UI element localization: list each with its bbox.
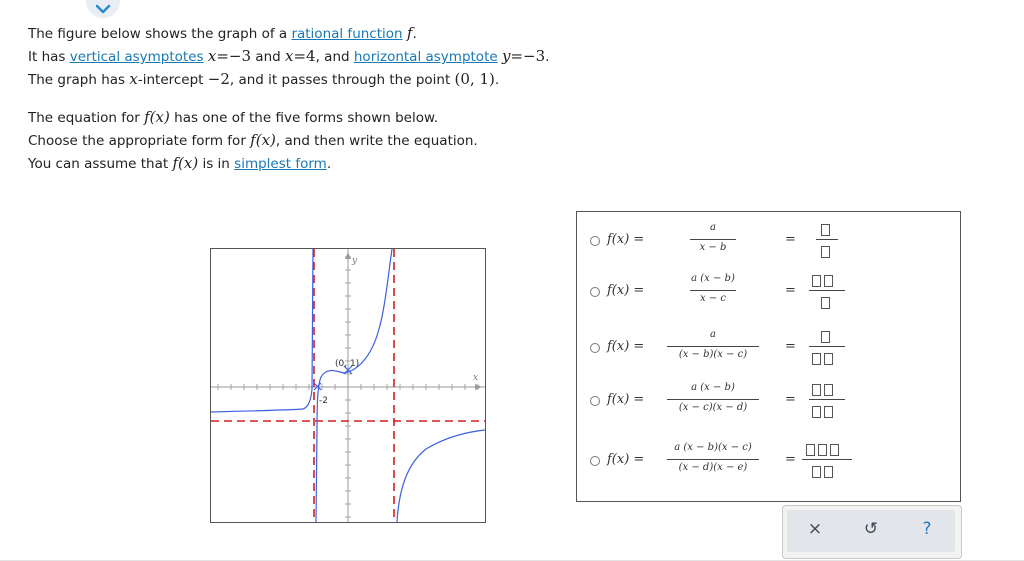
input-box[interactable]: [812, 384, 821, 396]
text: .: [494, 72, 500, 88]
rational-function-link[interactable]: rational function: [291, 26, 403, 42]
answer-toolbar-inner: [787, 510, 955, 552]
answer-denominator-input[interactable]: [821, 294, 833, 313]
form-equals: =: [785, 452, 796, 467]
form-radio-button[interactable]: [590, 456, 600, 466]
input-box[interactable]: [812, 466, 821, 478]
curve-left-branch: [211, 249, 313, 412]
answer-denominator-input[interactable]: [821, 243, 833, 262]
math-x: x: [129, 70, 138, 88]
text: It has: [28, 49, 70, 65]
math-x: x: [285, 47, 294, 65]
form-radio-button[interactable]: [590, 287, 600, 297]
help-button[interactable]: ?: [922, 519, 932, 539]
form-fraction-bar: [690, 239, 736, 240]
text: Choose the appropriate form for: [28, 133, 251, 149]
intercept-label: -2: [319, 396, 328, 406]
answer-numerator-input[interactable]: [812, 381, 836, 400]
text: , and: [315, 49, 354, 65]
text: .: [326, 156, 332, 172]
form-numerator: a (x − b): [691, 273, 735, 284]
form-fraction-bar: [667, 399, 759, 400]
input-box[interactable]: [812, 406, 821, 418]
math-value: =−3: [510, 47, 546, 65]
intro-line-3: [28, 70, 499, 88]
text: The equation for: [28, 110, 145, 126]
form-fraction-bar: [667, 459, 759, 460]
text: The graph has: [28, 72, 130, 88]
input-box[interactable]: [821, 224, 830, 236]
form-option-row[interactable]: [577, 224, 960, 274]
form-denominator: (x − d)(x − e): [678, 462, 748, 473]
form-option-row[interactable]: [577, 384, 960, 434]
answer-fraction-bar: [816, 239, 838, 240]
form-lhs: f(x) =: [607, 452, 645, 467]
text: You can assume that: [28, 156, 173, 172]
text: .: [545, 49, 550, 65]
form-numerator: a: [710, 329, 716, 340]
answer-fraction-bar: [809, 346, 845, 347]
undo-button[interactable]: ↺: [863, 519, 879, 539]
intro-line-4: [28, 108, 438, 126]
form-radio-button[interactable]: [590, 236, 600, 246]
graph-canvas: [211, 249, 485, 522]
point-label: (0, 1): [335, 359, 360, 369]
intro-line-1: [28, 24, 417, 42]
answer-fraction-bar: [802, 459, 852, 460]
vertical-asymptotes-link[interactable]: vertical asymptotes: [69, 49, 204, 65]
input-box[interactable]: [830, 444, 839, 456]
curve-middle-branch: [316, 249, 392, 522]
math-value: −2: [207, 70, 230, 88]
form-lhs: f(x) =: [607, 283, 645, 298]
answer-denominator-input[interactable]: [812, 350, 836, 369]
form-option-row[interactable]: [577, 331, 960, 381]
x-axis-label: x: [473, 373, 479, 383]
y-axis-label: y: [352, 256, 358, 266]
form-lhs: f(x) =: [607, 339, 645, 354]
curve-right-branch: [397, 430, 485, 522]
input-box[interactable]: [818, 444, 827, 456]
answer-numerator-input[interactable]: [806, 441, 842, 460]
answer-forms-panel: [576, 211, 961, 502]
input-box[interactable]: [824, 353, 833, 365]
form-lhs: f(x) =: [607, 392, 645, 407]
form-numerator: a (x − b)(x − c): [674, 442, 752, 453]
horizontal-asymptote-link[interactable]: horizontal asymptote: [353, 49, 498, 65]
form-denominator: (x − c)(x − d): [678, 402, 748, 413]
input-box[interactable]: [824, 406, 833, 418]
form-option-row[interactable]: [577, 275, 960, 325]
input-box[interactable]: [812, 275, 821, 287]
answer-denominator-input[interactable]: [812, 463, 836, 482]
text: , and then write the equation.: [275, 133, 478, 149]
form-fraction-bar: [667, 346, 759, 347]
chevron-down-icon: [95, 4, 111, 14]
input-box[interactable]: [812, 353, 821, 365]
answer-numerator-input[interactable]: [821, 221, 833, 240]
form-fraction-bar: [690, 290, 736, 291]
clear-button[interactable]: ×: [807, 519, 823, 539]
collapse-tab[interactable]: [86, 0, 120, 18]
form-numerator: a: [710, 222, 716, 233]
text: and: [251, 49, 285, 65]
text: The figure below shows the graph of a: [28, 26, 292, 42]
answer-numerator-input[interactable]: [812, 272, 836, 291]
text: has one of the five forms shown below.: [169, 110, 439, 126]
math-f: f: [172, 154, 179, 172]
function-graph: [210, 248, 486, 523]
math-point: (0, 1): [454, 70, 495, 88]
intro-line-2: [28, 47, 549, 65]
form-option-row[interactable]: [577, 444, 960, 494]
form-denominator: (x − b)(x − c): [678, 349, 748, 360]
intro-line-5: [28, 131, 478, 149]
input-box[interactable]: [824, 466, 833, 478]
text: is in: [198, 156, 235, 172]
form-denominator: x − c: [700, 293, 726, 304]
answer-denominator-input[interactable]: [812, 403, 836, 422]
intro-line-6: [28, 154, 331, 172]
input-box[interactable]: [806, 444, 815, 456]
input-box[interactable]: [821, 246, 830, 258]
y-axis-arrow-icon: [345, 252, 351, 259]
text: , and it passes through the point: [229, 72, 455, 88]
math-x: (x): [178, 154, 199, 172]
answer-fraction-bar: [809, 290, 845, 291]
text: .: [412, 26, 417, 42]
math-x: (x): [149, 108, 170, 126]
answer-numerator-input[interactable]: [821, 328, 833, 347]
math-f: f: [144, 108, 150, 126]
math-x: x: [207, 47, 217, 65]
form-denominator: x − b: [699, 242, 727, 253]
math-x: (x): [255, 131, 276, 149]
input-box[interactable]: [821, 331, 830, 343]
input-box[interactable]: [824, 275, 833, 287]
form-numerator: a (x − b): [691, 382, 735, 393]
simplest-form-link[interactable]: simplest form: [234, 156, 327, 172]
math-f: f: [250, 131, 256, 149]
math-f: f: [406, 24, 413, 42]
form-equals: =: [785, 232, 796, 247]
input-box[interactable]: [821, 297, 830, 309]
math-value: =4: [293, 47, 316, 65]
math-value: =−3: [216, 47, 252, 65]
input-box[interactable]: [824, 384, 833, 396]
math-y: y: [501, 47, 511, 65]
form-equals: =: [785, 339, 796, 354]
form-equals: =: [785, 283, 796, 298]
form-lhs: f(x) =: [607, 232, 645, 247]
answer-fraction-bar: [809, 399, 845, 400]
form-equals: =: [785, 392, 796, 407]
form-radio-button[interactable]: [590, 343, 600, 353]
form-radio-button[interactable]: [590, 396, 600, 406]
text: -intercept: [137, 72, 208, 88]
